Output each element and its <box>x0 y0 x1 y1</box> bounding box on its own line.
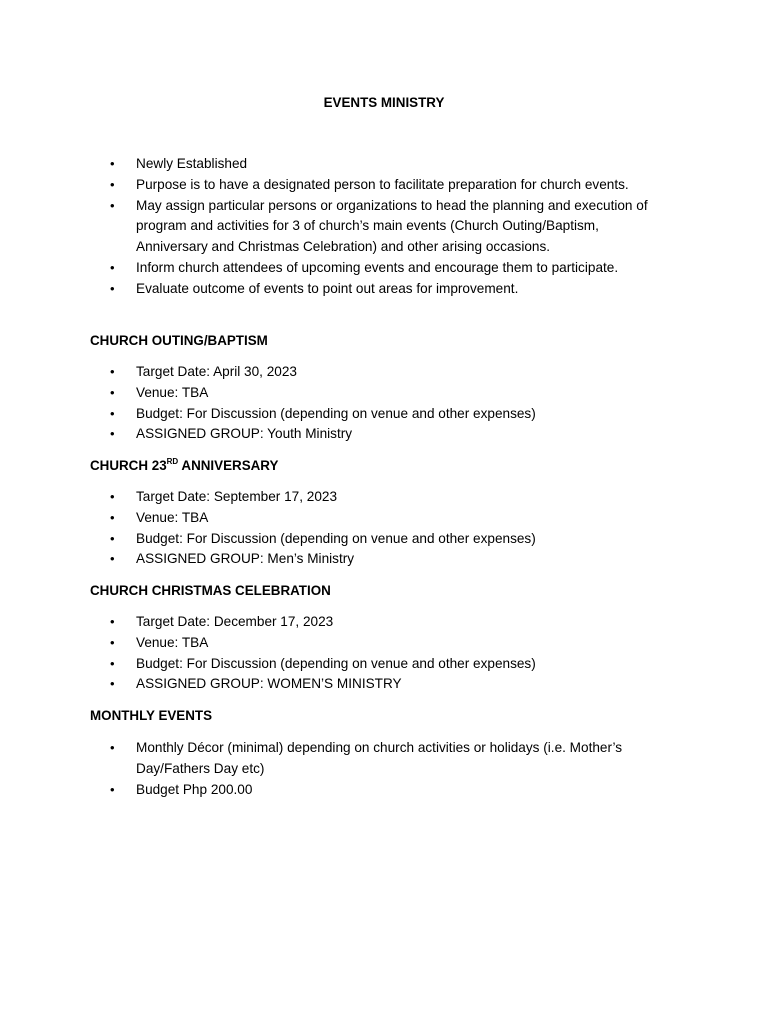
bullet-icon: • <box>110 364 115 379</box>
list-item: • ASSIGNED GROUP: WOMEN’S MINISTRY <box>0 674 666 695</box>
bullet-icon: • <box>110 509 115 525</box>
list-item: • Budget: For Discussion (depending on venue and other expenses) <box>0 404 666 425</box>
section-heading-christmas: CHURCH CHRISTMAS CELEBRATION <box>90 583 331 598</box>
bullet-icon: • <box>110 655 115 671</box>
christmas-list <box>0 612 768 695</box>
list-item: • Venue: TBA <box>0 383 666 404</box>
bullet-icon: • <box>110 280 115 296</box>
bullet-icon: • <box>110 176 115 192</box>
list-item: • Newly Established <box>0 154 666 175</box>
bullet-icon: • <box>110 740 115 755</box>
list-item: • ASSIGNED GROUP: Men’s Ministry <box>0 549 666 570</box>
list-item: • Budget: For Discussion (depending on venue and other expenses) <box>0 654 666 675</box>
anniversary-list <box>0 487 768 570</box>
bullet-icon: • <box>110 530 115 546</box>
bullet-icon: • <box>110 259 115 275</box>
list-item: • Budget: For Discussion (depending on venue and other expenses) <box>0 529 666 550</box>
list-item: • Venue: TBA <box>0 633 666 654</box>
page-title: EVENTS MINISTRY <box>323 95 445 110</box>
bullet-icon: • <box>110 405 115 421</box>
bullet-icon: • <box>110 614 115 629</box>
bullet-icon: • <box>110 551 115 567</box>
list-item: • May assign particular persons or organizations to head the planning and execution of program and activities for 3 of church’s main events (Church Outing/Baptism, Anniversary and Christmas Celebration) and other arising occasions. <box>110 197 648 255</box>
bullet-icon: • <box>110 634 115 650</box>
bullet-icon: • <box>110 197 115 213</box>
list-item: • Venue: TBA <box>0 508 666 529</box>
bullet-icon: • <box>110 384 115 400</box>
bullet-icon: • <box>110 156 115 171</box>
list-item: • Target Date: September 17, 2023 <box>0 487 666 508</box>
section-heading-anniversary: CHURCH 23RD ANNIVERSARY <box>90 457 279 473</box>
outing-list <box>0 362 768 445</box>
list-item: • Monthly Décor (minimal) depending on church activities or holidays (i.e. Mother’s Day/Fathers Day etc) <box>110 740 623 776</box>
monthly-list <box>0 738 768 800</box>
bullet-icon: • <box>110 489 115 504</box>
section-heading-monthly: MONTHLY EVENTS <box>90 708 213 723</box>
bullet-icon: • <box>110 781 115 797</box>
bullet-icon: • <box>110 676 115 692</box>
section-heading-outing: CHURCH OUTING/BAPTISM <box>90 333 268 348</box>
bullet-icon: • <box>110 426 115 442</box>
list-item: • ASSIGNED GROUP: Youth Ministry <box>0 424 666 445</box>
list-item: • Purpose is to have a designated person to facilitate preparation for church events. <box>0 175 666 196</box>
list-item: • Inform church attendees of upcoming events and encourage them to participate. <box>0 258 666 279</box>
list-item: • Target Date: December 17, 2023 <box>0 612 666 633</box>
list-item: • Evaluate outcome of events to point out areas for improvement. <box>0 279 666 300</box>
list-item: • Target Date: April 30, 2023 <box>0 362 666 383</box>
list-item: • Budget Php 200.00 <box>0 780 666 801</box>
intro-list <box>0 154 768 300</box>
